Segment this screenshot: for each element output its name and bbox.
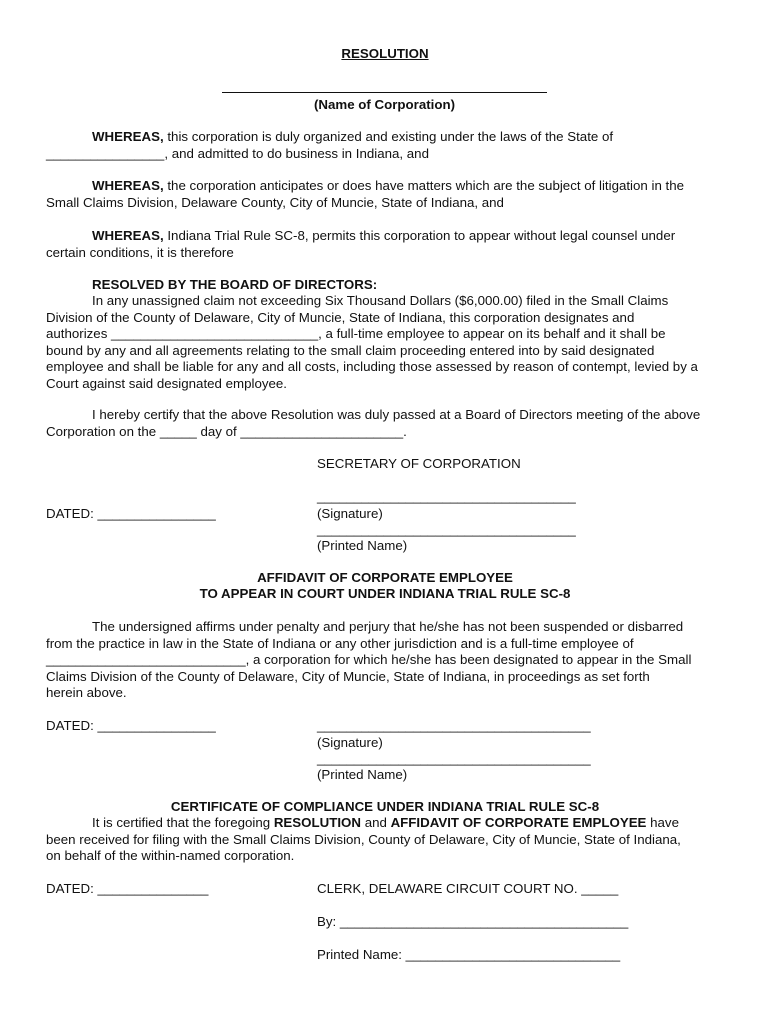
printed-name-caption: (Printed Name): [317, 538, 408, 553]
whereas-1-line2: ________________, and admitted to do business in Indiana, and: [46, 145, 429, 161]
clerk-by-line: By: _______________________________________: [317, 914, 629, 929]
certificate-line: on behalf of the within-named corporation.: [46, 848, 295, 863]
resolved-line: employee and shall be liable for any and all costs, including those assessed by reason of contempt, levied by a: [46, 359, 698, 374]
whereas-paragraph-3: [46, 228, 736, 261]
resolution-title: RESOLUTION: [341, 46, 429, 61]
certification-paragraph: [46, 407, 746, 440]
affidavit-printed-line: _____________________________________: [317, 751, 591, 766]
resolution-dated: DATED: ________________: [46, 506, 216, 521]
resolved-body: [46, 293, 746, 392]
certificate-affidavit-ref: AFFIDAVIT OF CORPORATE EMPLOYEE: [390, 815, 647, 830]
certify-line: I hereby certify that the above Resolution was duly passed at a Board of Directors meeting of the above: [92, 407, 701, 422]
resolved-line: In any unassigned claim not exceeding Six Thousand Dollars ($6,000.00) filed in the Small Claims: [92, 293, 669, 308]
affidavit-signature-line: _____________________________________: [317, 718, 591, 733]
affidavit-line: herein above.: [46, 685, 127, 700]
corporation-name-line: [222, 92, 547, 93]
whereas-3-line2: certain conditions, it is therefore: [46, 244, 234, 260]
affidavit-line: The undersigned affirms under penalty and perjury that he/she has not been suspended or disbarred: [92, 619, 684, 634]
signature-caption: (Signature): [317, 735, 383, 750]
certificate-title: CERTIFICATE OF COMPLIANCE UNDER INDIANA TRIAL RULE SC-8: [170, 799, 600, 814]
affidavit-dated: DATED: ________________: [46, 718, 216, 733]
whereas-1-text: this corporation is duly organized and existing under the laws of the State of: [163, 129, 614, 144]
certificate-text: and: [361, 815, 391, 830]
affidavit-body: [46, 619, 746, 702]
certificate-dated: DATED: _______________: [46, 881, 209, 896]
resolved-line: bound by any and all agreements relating to the small claim proceeding entered into by said designated: [46, 342, 655, 358]
resolved-line: Court against said designated employee.: [46, 375, 287, 391]
whereas-keyword: WHEREAS,: [92, 178, 164, 193]
affidavit-title-line1: AFFIDAVIT OF CORPORATE EMPLOYEE: [257, 570, 513, 585]
certify-line: Corporation on the _____ day of ______________________.: [46, 423, 407, 439]
affidavit-line: from the practice in law in the State of Indiana or any other jurisdiction and is a full-time employee of: [46, 635, 634, 651]
certificate-text: have: [646, 815, 679, 830]
whereas-3-text: Indiana Trial Rule SC-8, permits this corporation to appear without legal counsel under: [163, 228, 676, 243]
certificate-text: It is certified that the foregoing: [92, 815, 274, 830]
whereas-paragraph-2: [46, 178, 736, 211]
certificate-resolution-ref: RESOLUTION: [273, 815, 361, 830]
whereas-keyword: WHEREAS,: [92, 228, 164, 243]
whereas-keyword: WHEREAS,: [92, 129, 164, 144]
clerk-printed-name-line: Printed Name: _____________________________: [317, 947, 621, 962]
affidavit-title-line2: TO APPEAR IN COURT UNDER INDIANA TRIAL RULE SC-8: [199, 586, 571, 601]
certificate-line1: [46, 815, 746, 832]
affidavit-line: Claims Division of the County of Delaware, City of Muncie, State of Indiana, in proceedings as set forth: [46, 668, 650, 684]
clerk-label: CLERK, DELAWARE CIRCUIT COURT NO. _____: [317, 881, 619, 896]
certificate-line: been received for filing with the Small Claims Division, County of Delaware, City of Muncie, State of Indiana,: [46, 831, 681, 847]
corporation-name-caption: (Name of Corporation): [313, 97, 456, 112]
secretary-signature-line: ___________________________________: [317, 489, 576, 504]
resolved-line: authorizes ____________________________, a full-time employee to appear on its behalf and it shall be: [46, 326, 666, 341]
secretary-label: SECRETARY OF CORPORATION: [317, 456, 521, 471]
signature-caption: (Signature): [317, 506, 383, 521]
printed-name-caption: (Printed Name): [317, 767, 408, 782]
whereas-paragraph-1: [46, 129, 736, 162]
whereas-2-text: the corporation anticipates or does have matters which are the subject of litigation in the: [163, 178, 685, 193]
whereas-2-line2: Small Claims Division, Delaware County, City of Muncie, State of Indiana, and: [46, 194, 504, 210]
affidavit-line: ___________________________, a corporation for which he/she has been designated to appear in the Small: [46, 652, 692, 667]
secretary-printed-line: ___________________________________: [317, 522, 576, 537]
certificate-body: [46, 815, 746, 865]
resolved-heading: RESOLVED BY THE BOARD OF DIRECTORS:: [92, 277, 378, 292]
resolved-line: Division of the County of Delaware, City of Muncie, State of Indiana, this corporation designates and: [46, 309, 635, 325]
